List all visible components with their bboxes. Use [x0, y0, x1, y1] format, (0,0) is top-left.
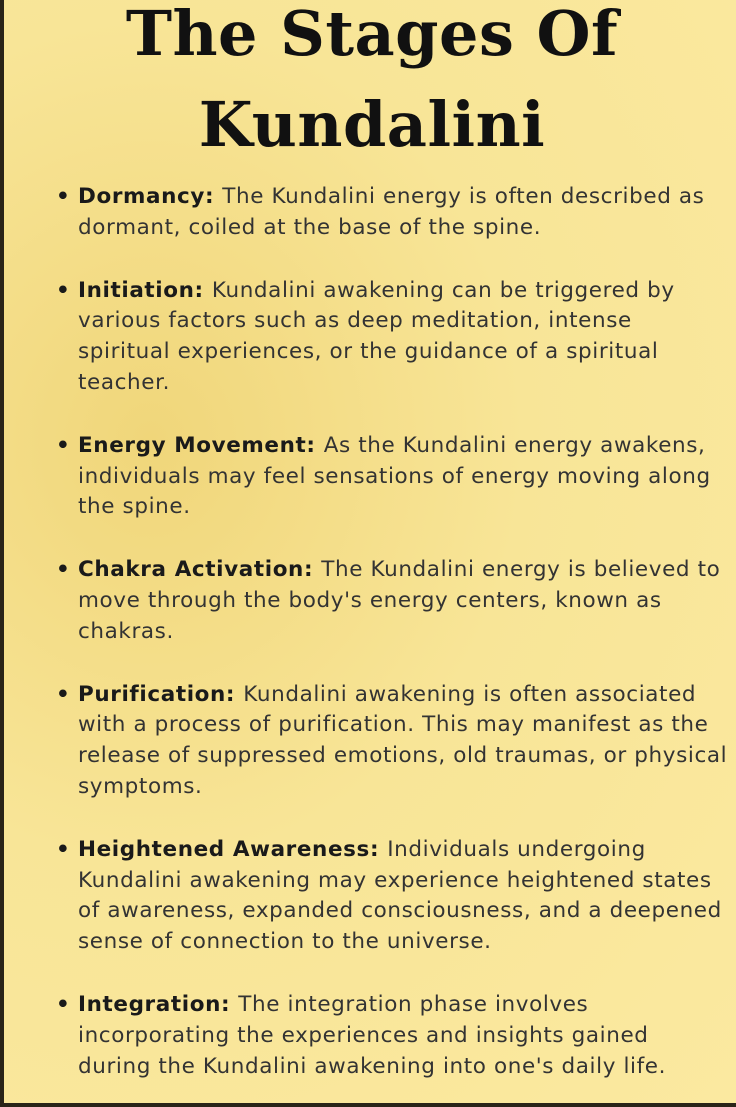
bullet-icon: •: [56, 681, 71, 707]
stages-list: [56, 182, 728, 1107]
stage-description: As the Kundalini energy awakens, individuals may feel sensations of energy moving along the spine.: [78, 432, 711, 520]
stage-description: The Kundalini energy is believed to move through the body's energy centers, known as chakras.: [78, 557, 721, 644]
title-line-2: Kundalini: [198, 88, 546, 161]
stage-item-initiation: [56, 276, 728, 399]
bullet-icon: •: [56, 277, 71, 303]
stage-term: Heightened Awareness:: [78, 836, 388, 862]
title-line-1: The Stages Of: [125, 0, 619, 70]
stage-item-heightened-awareness: [56, 835, 728, 958]
stage-term: Purification:: [78, 681, 244, 707]
stage-item-energy-movement: [56, 431, 728, 523]
stage-term: Integration:: [78, 991, 239, 1017]
stage-item-purification: [56, 680, 728, 803]
stage-description: The Kundalini energy is often described as dormant, coiled at the base of the spine.: [78, 184, 705, 240]
stage-description: Individuals undergoing Kundalini awakening may experience heightened states of awareness, expanded consciousness, and a deepened sense of connection to the universe.: [78, 836, 722, 955]
bullet-icon: •: [56, 557, 71, 583]
stage-term: Chakra Activation:: [78, 557, 322, 583]
stage-description: Kundalini awakening can be triggered by various factors such as deep meditation, intense spiritual experiences, or the guidance of a spiritual teacher.: [78, 277, 675, 395]
stage-item-integration: [56, 990, 728, 1082]
stage-term: Energy Movement:: [78, 432, 324, 458]
stage-item-chakra-activation: [56, 555, 728, 647]
stage-description: Kundalini awakening is often associated with a process of purification. This may manifest as the release of suppressed emotions, old traumas, or physical symptoms.: [78, 681, 728, 799]
stage-term: Initiation:: [78, 277, 212, 303]
stage-term: Dormancy:: [78, 184, 223, 209]
bullet-icon: •: [56, 991, 71, 1017]
bullet-icon: •: [56, 836, 71, 862]
bullet-icon: •: [56, 184, 71, 209]
bullet-icon: •: [56, 432, 71, 458]
stage-description: The integration phase involves incorporating the experiences and insights gained during the Kundalini awakening into one's daily life.: [78, 991, 667, 1079]
stage-item-dormancy: [56, 182, 728, 244]
